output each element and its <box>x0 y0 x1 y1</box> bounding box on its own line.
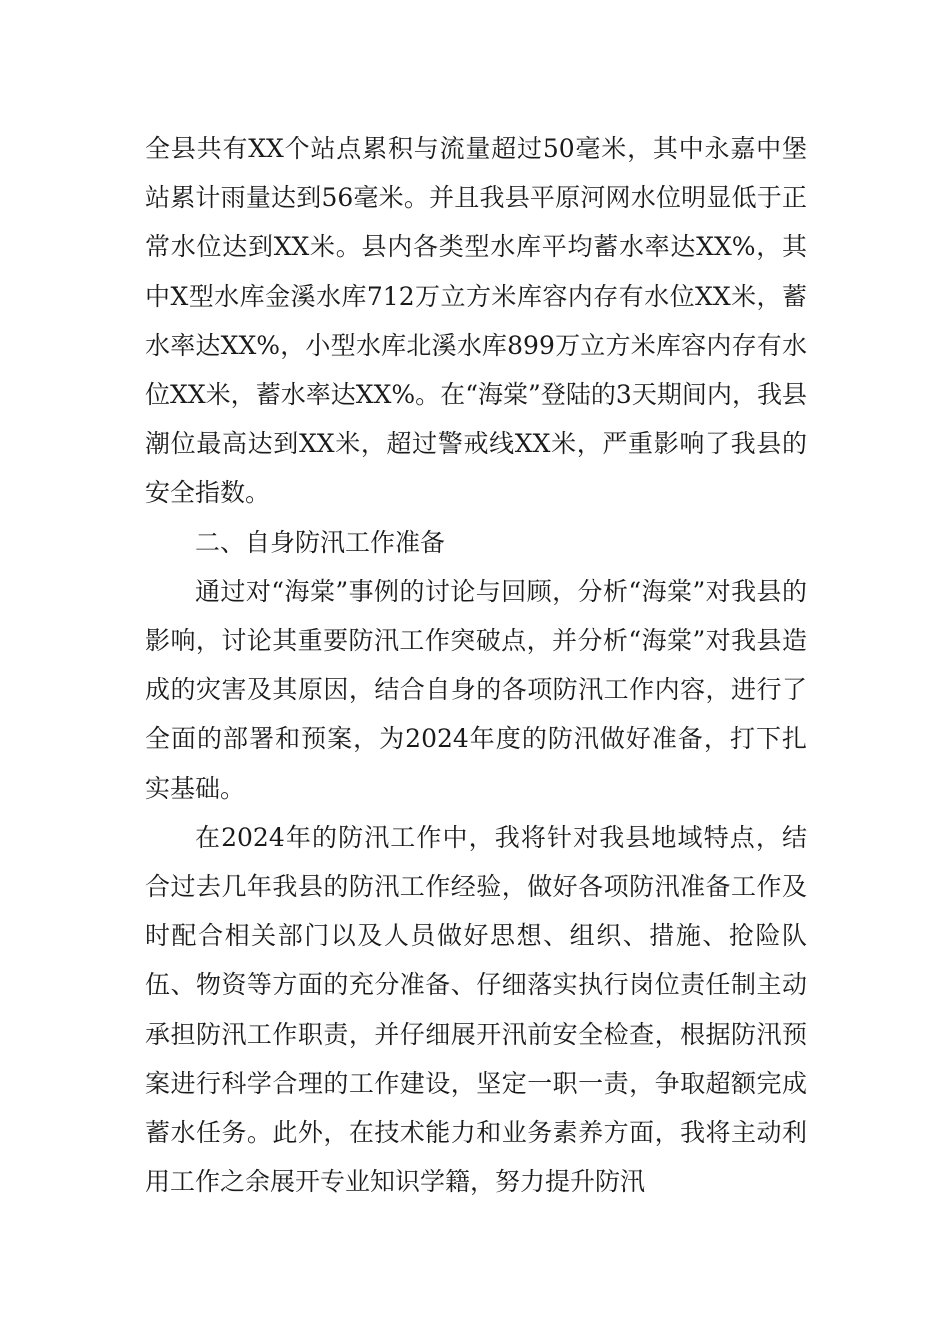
paragraph-rainfall-reservoir: 全县共有XX个站点累积与流量超过50毫米，其中永嘉中堡站累计雨量达到56毫米。并且我县平原河网水位明显低于正常水位达到XX米。县内各类型水库平均蓄水率达XX%，其中X型水库金溪水库712万立方米库容内存有水位XX米，蓄水率达XX%，小型水库北溪水库899万立方米库容内存有水位XX米，蓄水率达XX%。在“海棠”登陆的3天期间内，我县潮位最高达到XX米，超过警戒线XX米，严重影响了我县的安全指数。 <box>145 134 807 508</box>
document-body <box>145 124 807 1206</box>
paragraph-haitang-review: 通过对“海棠”事例的讨论与回顾，分析“海棠”对我县的影响，讨论其重要防汛工作突破点，并分析“海棠”对我县造成的灾害及其原因，结合自身的各项防汛工作内容，进行了全面的部署和预案，为2024年度的防汛做好准备，打下扎实基础。 <box>145 576 807 803</box>
paragraph-2024-plan: 在2024年的防汛工作中，我将针对我县地域特点，结合过去几年我县的防汛工作经验，做好各项防汛准备工作及时配合相关部门以及人员做好思想、组织、措施、抢险队伍、物资等方面的充分准备、仔细落实执行岗位责任制主动承担防汛工作职责，并仔细展开汛前安全检查，根据防汛预案进行科学合理的工作建设，坚定一职一责，争取超额完成蓄水任务。此外，在技术能力和业务素养方面，我将主动利用工作之余展开专业知识学籍，努力提升防汛 <box>145 822 807 1197</box>
section-heading-flood-preparation: 二、自身防汛工作准备 <box>195 527 446 557</box>
